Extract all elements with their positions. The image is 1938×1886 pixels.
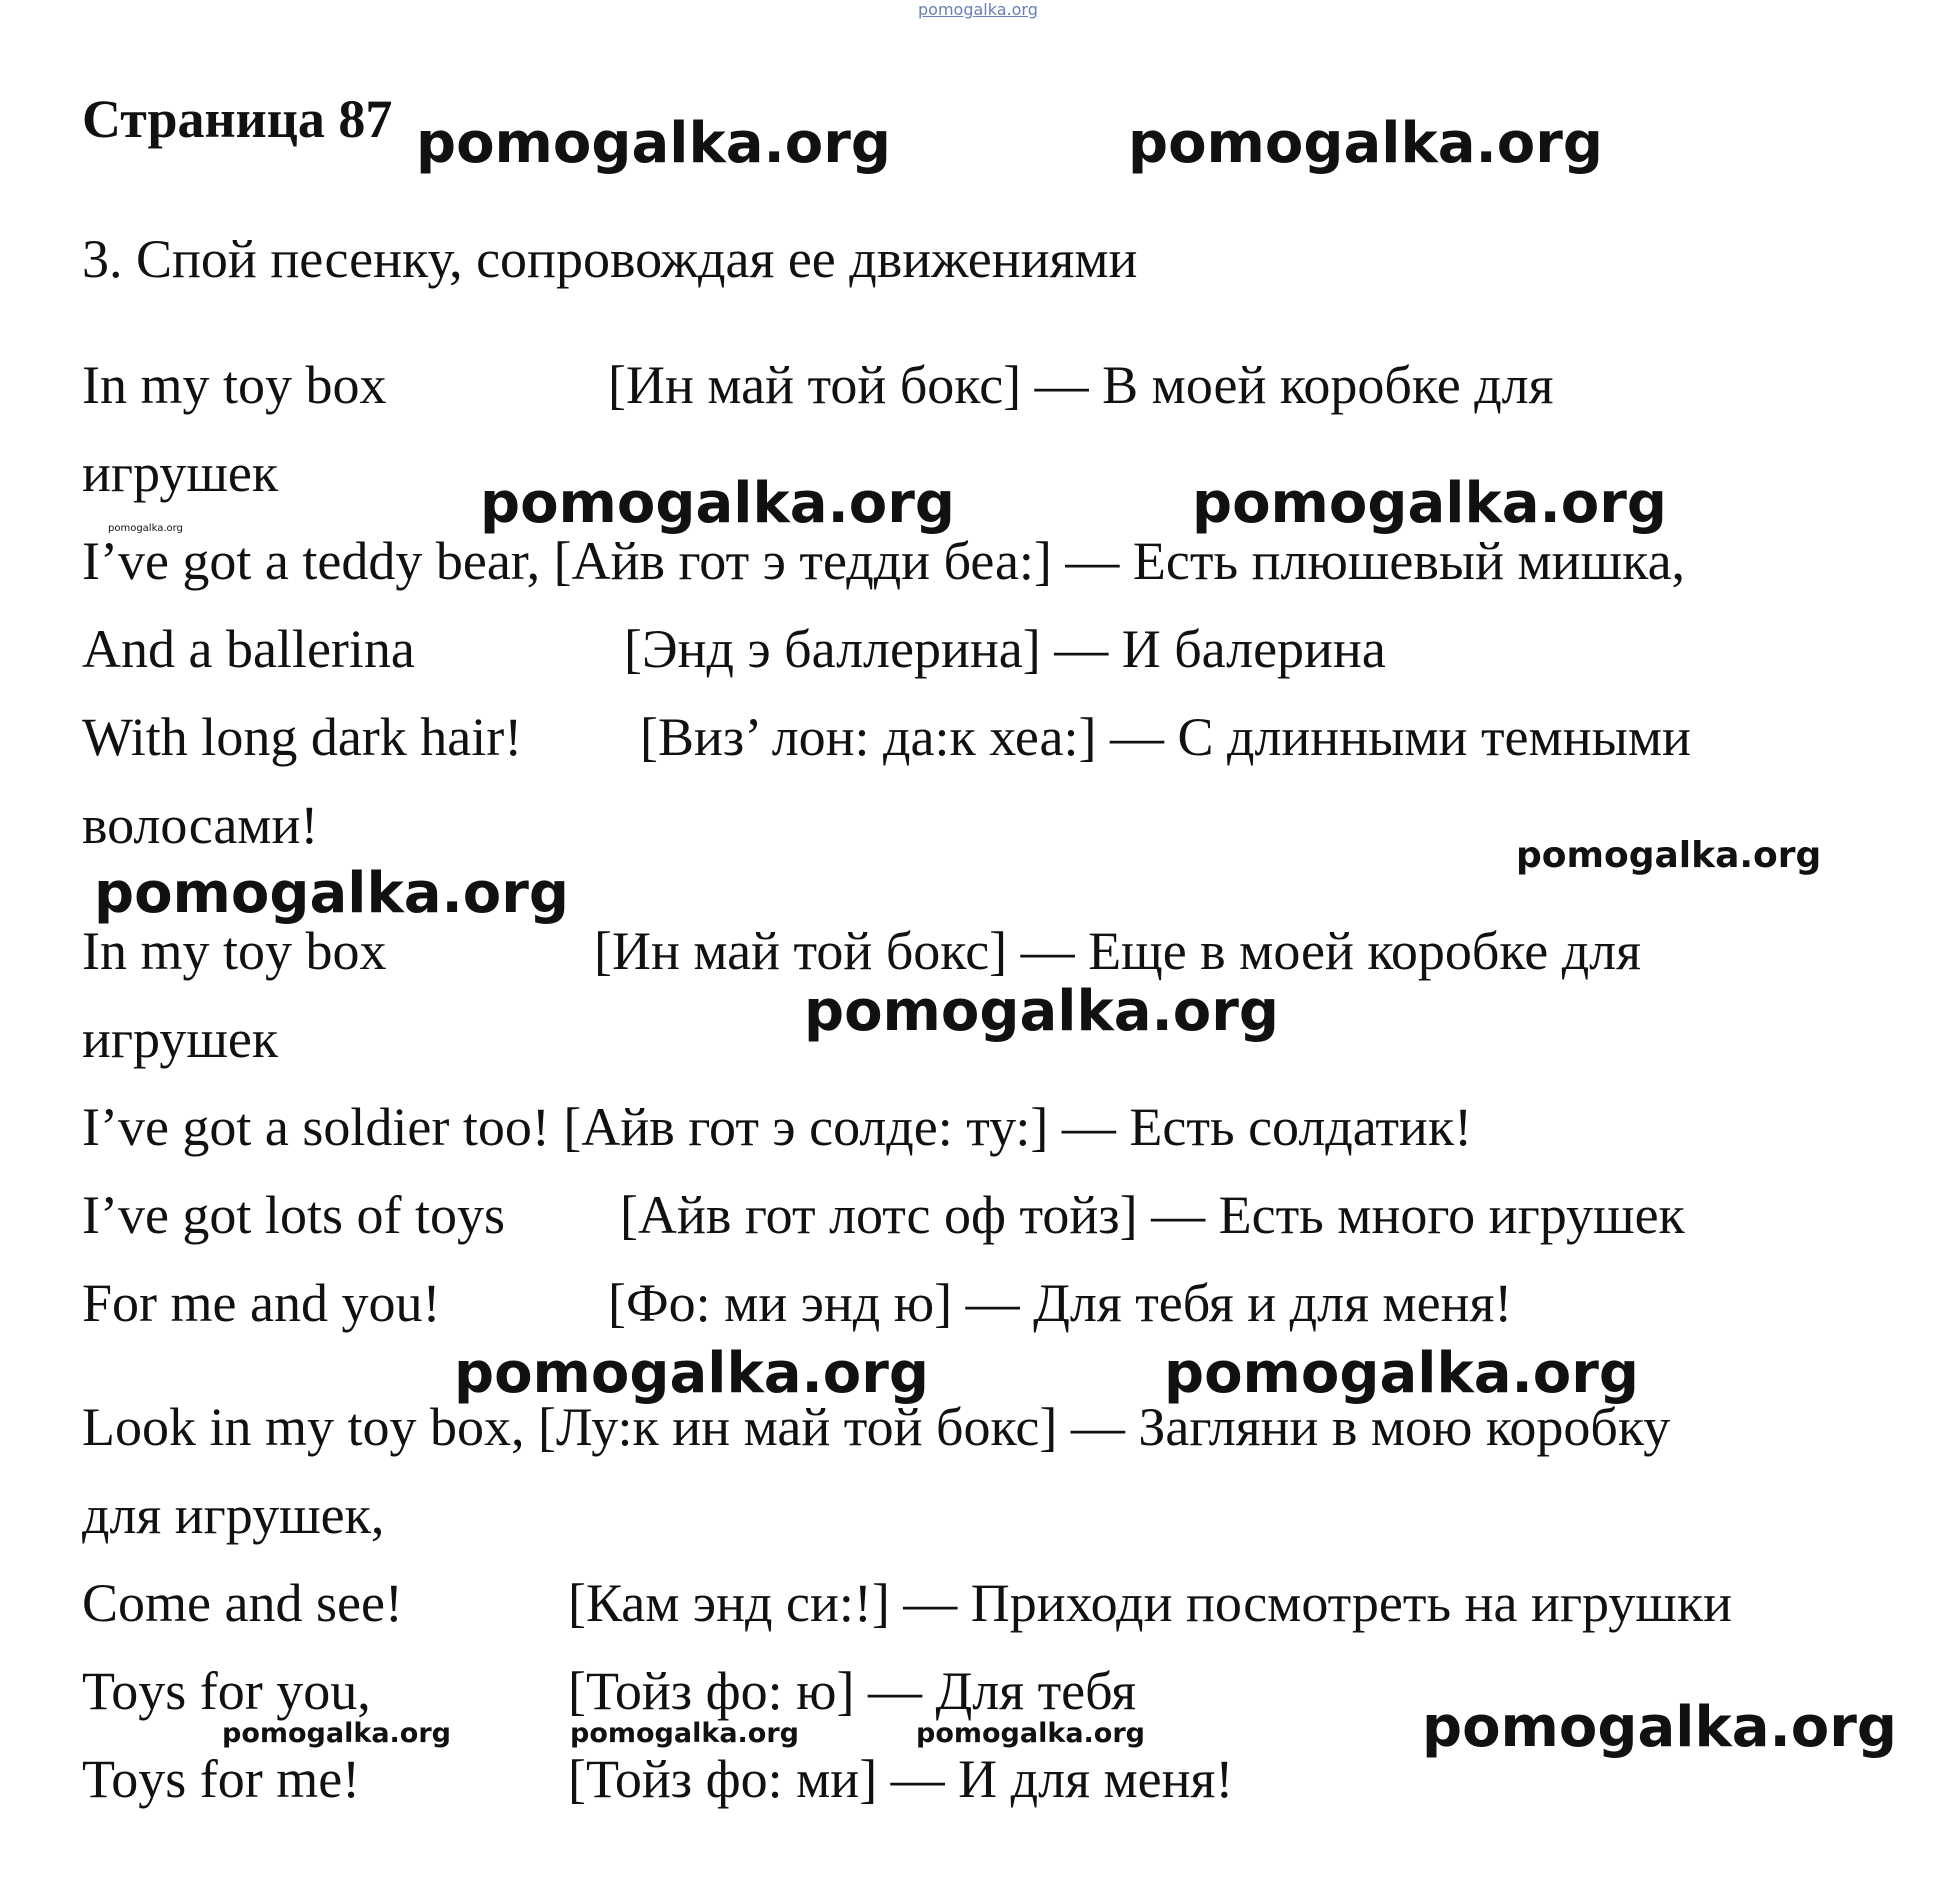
song-line-english: Come and see! xyxy=(82,1573,403,1633)
song-line-continuation: волосами! xyxy=(82,795,319,855)
song-line-english: In my toy box xyxy=(82,355,387,415)
watermark: pomogalka.org xyxy=(570,1718,799,1749)
song-line-translation: [Тойз фо: ми] — И для меня! xyxy=(568,1749,1234,1809)
song-line-translation: [Тойз фо: ю] — Для тебя xyxy=(568,1661,1137,1721)
song-line-continuation: для игрушек, xyxy=(82,1485,385,1545)
watermark: pomogalka.org xyxy=(416,111,891,176)
song-line-english: And a ballerina xyxy=(82,619,415,679)
song-line-full: I’ve got a teddy bear, [Айв гот э тедди беа:] — Есть плюшевый мишка, xyxy=(82,531,1686,591)
watermark: pomogalka.org xyxy=(1164,1341,1639,1406)
song-line-english: With long dark hair! xyxy=(82,707,523,767)
song-line-english: For me and you! xyxy=(82,1273,441,1333)
site-link[interactable]: pomogalka.org xyxy=(918,0,1038,19)
song-line-english: Toys for you, xyxy=(82,1661,371,1721)
watermark: pomogalka.org xyxy=(1516,835,1822,876)
watermark: pomogalka.org xyxy=(1128,111,1603,176)
task-heading: 3. Спой песенку, сопровождая ее движениями xyxy=(82,229,1138,289)
watermark: pomogalka.org xyxy=(1422,1695,1897,1760)
song-line-english: Toys for me! xyxy=(82,1749,361,1809)
song-line-english: In my toy box xyxy=(82,921,387,981)
song-line-translation: [Айв гот лотс оф тойз] — Есть много игрушек xyxy=(620,1185,1685,1245)
song-line-continuation: игрушек xyxy=(82,1009,279,1069)
song-line-full: Look in my toy box, [Лу:к ин май той бокс] — Загляни в мою коробку xyxy=(82,1397,1671,1457)
watermark: pomogalka.org xyxy=(1192,471,1667,536)
watermark: pomogalka.org xyxy=(804,979,1279,1044)
watermark: pomogalka.org xyxy=(480,471,955,536)
watermark: pomogalka.org xyxy=(222,1718,451,1749)
song-line-translation: [Ин май той бокс] — Еще в моей коробке для xyxy=(594,921,1641,981)
song-line-translation: [Кам энд си:!] — Приходи посмотреть на игрушки xyxy=(568,1573,1733,1633)
song-line-english: I’ve got lots of toys xyxy=(82,1185,505,1245)
watermark: pomogalka.org xyxy=(108,523,183,534)
watermark: pomogalka.org xyxy=(94,861,569,926)
song-line-translation: [Энд э баллерина] — И балерина xyxy=(624,619,1386,679)
song-line-translation: [Виз’ лон: да:к хеа:] — С длинными темными xyxy=(640,707,1691,767)
song-line-translation: [Фо: ми энд ю] — Для тебя и для меня! xyxy=(608,1273,1513,1333)
song-line-full: I’ve got a soldier too! [Айв гот э солде: ту:] — Есть солдатик! xyxy=(82,1097,1473,1157)
watermark: pomogalka.org xyxy=(916,1718,1145,1749)
page-title: Страница 87 xyxy=(82,89,393,149)
watermark: pomogalka.org xyxy=(454,1341,929,1406)
song-line-continuation: игрушек xyxy=(82,443,279,503)
song-line-translation: [Ин май той бокс] — В моей коробке для xyxy=(608,355,1554,415)
